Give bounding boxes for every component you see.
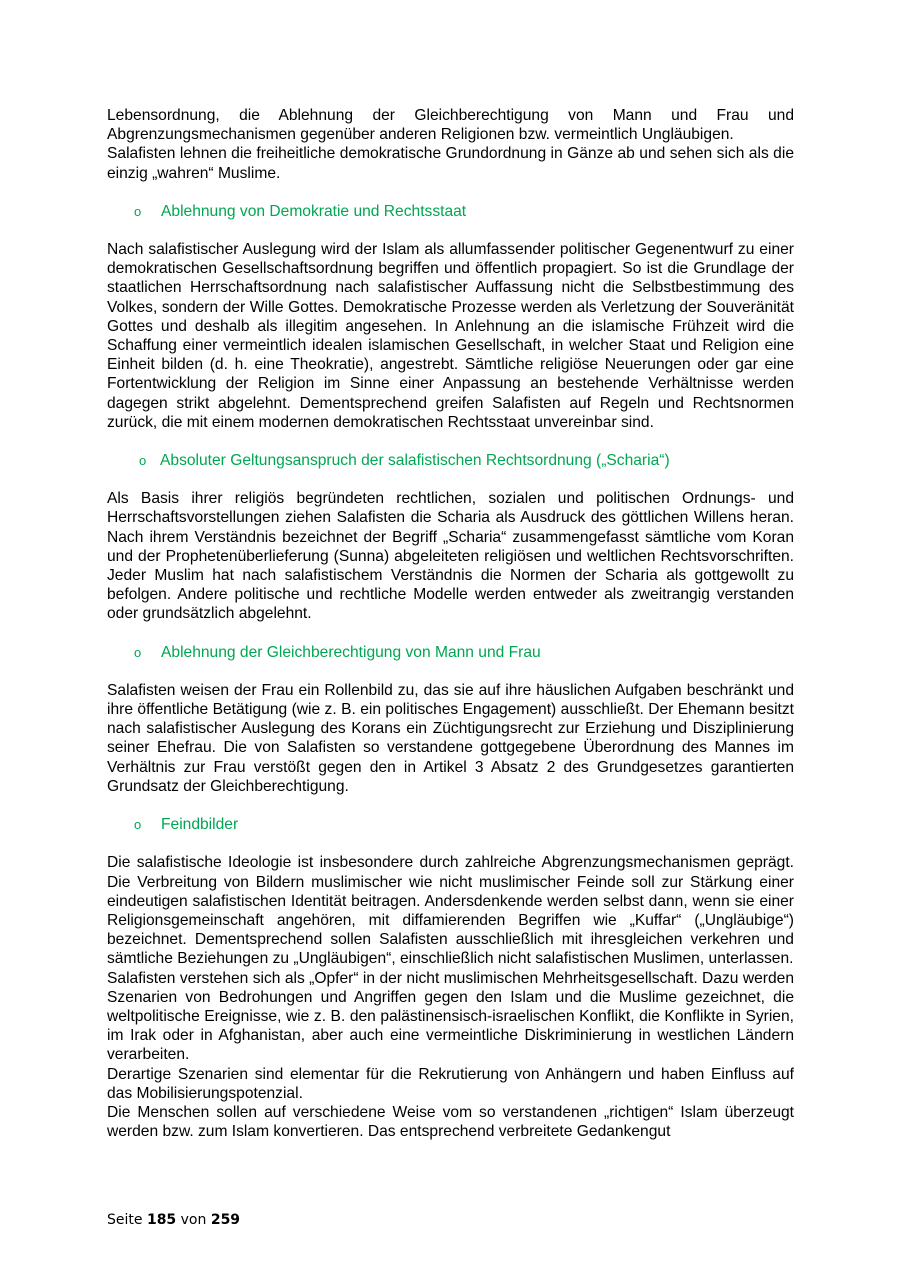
section-title: Absoluter Geltungsanspruch der salafistischen Rechtsordnung („Scharia“) (160, 452, 670, 470)
section-paragraph: Nach salafistischer Auslegung wird der Islam als allumfassender politischer Gegenentwurf zu einer demokratischen Gesellschaftsordnung begriffen und öffentlich propagiert. So ist die Grundlage der staatlichen Herrschaftsordnung nach salafistischer Auffassung nicht die Selbstbestimmung des Volkes, sondern der Wille Gottes. Demokratische Prozesse werden als Verletzung der Souveränität Gottes und deshalb als illegitim angesehen. In Anlehnung an die islamische Frühzeit wird die Schaffung einer vermeintlich idealen islamischen Gesellschaft, in welcher Staat und Religion eine Einheit bilden (d. h. eine Theokratie), angestrebt. Sämtliche religiöse Neuerungen oder gar eine Fortentwicklung der Religion im Sinne einer Anpassung an bestehende Verhältnisse werden dagegen strikt abgelehnt. Dementsprechend greifen Salafisten auf Regeln und Rechtsnormen zurück, die mit einem modernen demokratischen Rechtsstaat unvereinbar sind. (107, 241, 794, 431)
section-title: Ablehnung von Demokratie und Rechtsstaat (161, 202, 467, 220)
section-paragraph: Salafisten verstehen sich als „Opfer“ in der nicht muslimischen Mehrheitsgesellschaft. Dazu werden Szenarien von Bedrohungen und Angriffen gegen den Islam und die Muslime gezeichnet, die weltpolitische Ereignisse, wie z. B. den palästinensisch-israelischen Konflikt, die Konflikte in Syrien, im Irak oder in Afghanistan, aber auch eine vermeintliche Diskriminierung in westlichen Ländern verarbeiten. (107, 969, 794, 1064)
footer-prefix: Seite (107, 1212, 143, 1228)
circle-bullet-icon: o (134, 644, 142, 660)
intro-paragraph-2: Salafisten lehnen die freiheitliche demokratische Grundordnung in Gänze ab und sehen sich als die einzig „wahren“ Muslime. (107, 145, 794, 182)
current-page-number: 185 (146, 1212, 177, 1228)
section-title: Ablehnung der Gleichberechtigung von Mann und Frau (161, 643, 541, 661)
footer-separator: von (180, 1212, 207, 1228)
section-paragraph: Die Menschen sollen auf verschiedene Weise vom so verstandenen „richtigen“ Islam überzeugt werden bzw. zum Islam konvertieren. Das entsprechend verbreitete Gedankengut (107, 1103, 794, 1141)
section-heading-equality (107, 643, 794, 662)
section-heading-feindbilder (107, 815, 794, 834)
intro-paragraph-1: Lebensordnung, die Ablehnung der Gleichberechtigung von Mann und Frau und Abgrenzungsmechanismen gegenüber anderen Religionen bzw. vermeintlich Ungläubigen. (107, 107, 794, 144)
section-heading-scharia (107, 451, 794, 470)
section-title: Feindbilder (161, 816, 239, 834)
page-footer (107, 1212, 240, 1228)
section-paragraph: Als Basis ihrer religiös begründeten rechtlichen, sozialen und politischen Ordnungs- und Herrschaftsvorstellungen ziehen Salafisten die Scharia als Ausdruck des göttlichen Willens heran. Nach ihrem Verständnis bezeichnet der Begriff „Scharia“ zusammengefasst sämtliche vom Koran und der Prophetenüberlieferung (Sunna) abgeleiteten religiösen und weltlichen Rechtsvorschriften. Jeder Muslim hat nach salafistischem Verständnis die Normen der Scharia als gottgewollt zu befolgen. Andere politische und rechtliche Modelle werden entweder als zweitrangig verstanden oder grundsätzlich abgelehnt. (107, 490, 794, 623)
circle-bullet-icon: o (134, 817, 142, 833)
section-heading-democracy (107, 202, 794, 221)
total-page-count: 259 (210, 1212, 241, 1228)
section-paragraph: Die salafistische Ideologie ist insbesondere durch zahlreiche Abgrenzungsmechanismen geprägt. Die Verbreitung von Bildern muslimischer wie nicht muslimischer Feinde soll zur Stärkung einer eindeutigen salafistischen Identität beitragen. Andersdenkende werden selbst dann, wenn sie einer Religionsgemeinschaft angehören, mit diffamierenden Begriffen wie „Kuffar“ („Ungläubige“) bezeichnet. Dementsprechend sollen Salafisten ausschließlich mit ihresgleichen verkehren und sämtliche Beziehungen zu „Ungläubigen“, einschließlich nicht salafistischen Muslimen, unterlassen. (107, 854, 794, 968)
circle-bullet-icon: o (139, 453, 147, 469)
section-paragraph: Derartige Szenarien sind elementar für die Rekrutierung von Anhängern und haben Einfluss auf das Mobilisierungspotenzial. (107, 1065, 794, 1102)
document-body (107, 106, 794, 1141)
section-paragraph: Salafisten weisen der Frau ein Rollenbild zu, das sie auf ihre häuslichen Aufgaben beschränkt und ihre öffentliche Betätigung (wie z. B. ein politisches Engagement) ausschließt. Der Ehemann besitzt nach salafistischer Auslegung des Korans ein Züchtigungsrecht zur Erziehung und Disziplinierung seiner Ehefrau. Die von Salafisten so verstandene gottgegebene Überordnung des Mannes im Verhältnis zur Frau verstößt gegen den in Artikel 3 Absatz 2 des Grundgesetzes garantierten Grundsatz der Gleichberechtigung. (107, 681, 794, 795)
circle-bullet-icon: o (134, 203, 142, 219)
